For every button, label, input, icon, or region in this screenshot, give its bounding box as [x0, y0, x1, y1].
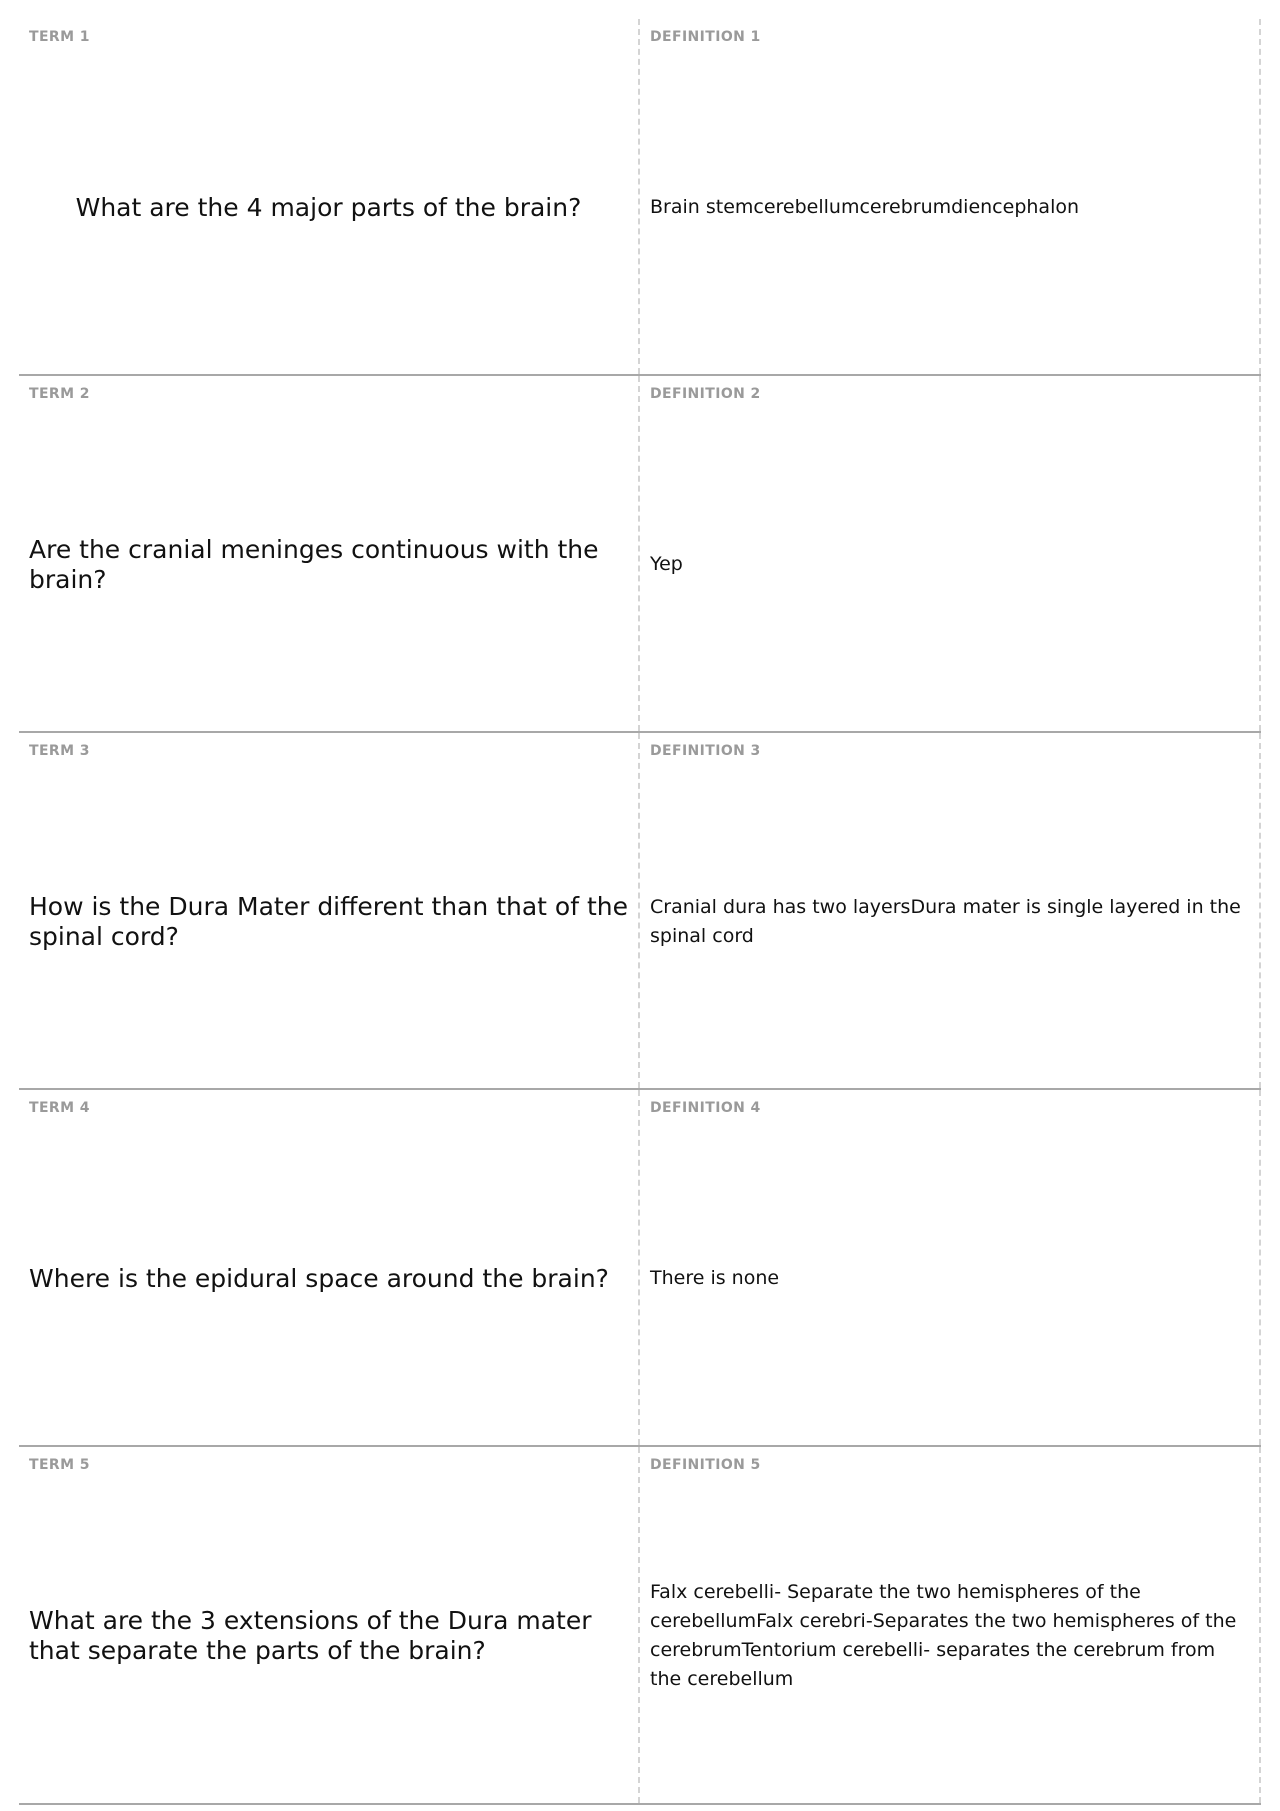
definition-text: Yep	[650, 553, 683, 575]
term-body	[29, 408, 628, 721]
definition-label: DEFINITION 3	[650, 743, 761, 759]
term-label: TERM 5	[29, 1457, 90, 1473]
flashcard-row	[19, 733, 1261, 1090]
term-label: TERM 4	[29, 1100, 90, 1116]
term-text: Are the cranial meninges continuous with the brain?	[29, 534, 599, 594]
definition-cell	[640, 376, 1261, 731]
term-cell	[19, 19, 640, 374]
term-cell	[19, 1447, 640, 1803]
flashcard-row	[19, 19, 1261, 376]
flashcard-row	[19, 376, 1261, 733]
term-label: TERM 3	[29, 743, 90, 759]
definition-text: Brain stemcerebellumcerebrumdiencephalon	[650, 196, 1080, 218]
term-body	[29, 1122, 628, 1435]
flashcard-row	[19, 1090, 1261, 1447]
term-cell	[19, 733, 640, 1088]
definition-cell	[640, 1090, 1261, 1445]
definition-label: DEFINITION 2	[650, 386, 761, 402]
term-text: What are the 4 major parts of the brain?	[75, 192, 582, 222]
definition-label: DEFINITION 1	[650, 29, 761, 45]
definition-body	[650, 1479, 1249, 1793]
definition-body	[650, 765, 1249, 1078]
term-body	[29, 1479, 628, 1793]
term-label: TERM 1	[29, 29, 90, 45]
term-body	[29, 51, 628, 364]
definition-cell	[640, 1447, 1261, 1803]
definition-body	[650, 51, 1249, 364]
term-text: How is the Dura Mater different than that of the spinal cord?	[29, 891, 628, 951]
flashcard-sheet	[19, 19, 1261, 1805]
definition-label: DEFINITION 4	[650, 1100, 761, 1116]
term-text: Where is the epidural space around the brain?	[29, 1263, 609, 1293]
definition-body	[650, 1122, 1249, 1435]
term-body	[29, 765, 628, 1078]
term-cell	[19, 1090, 640, 1445]
term-label: TERM 2	[29, 386, 90, 402]
flashcard-row	[19, 1447, 1261, 1805]
term-cell	[19, 376, 640, 731]
definition-cell	[640, 19, 1261, 374]
definition-text: There is none	[650, 1267, 780, 1289]
definition-text: Cranial dura has two layersDura mater is single layered in the spinal cord	[650, 895, 1241, 947]
definition-label: DEFINITION 5	[650, 1457, 761, 1473]
definition-body	[650, 408, 1249, 721]
term-text: What are the 3 extensions of the Dura mater that separate the parts of the brain?	[29, 1606, 592, 1665]
definition-cell	[640, 733, 1261, 1088]
definition-text: Falx cerebelli- Separate the two hemispheres of the cerebellumFalx cerebri-Separates the two hemispheres of the cerebrumTentorium cerebelli- separates the cerebrum from the cerebellum	[650, 1581, 1237, 1690]
